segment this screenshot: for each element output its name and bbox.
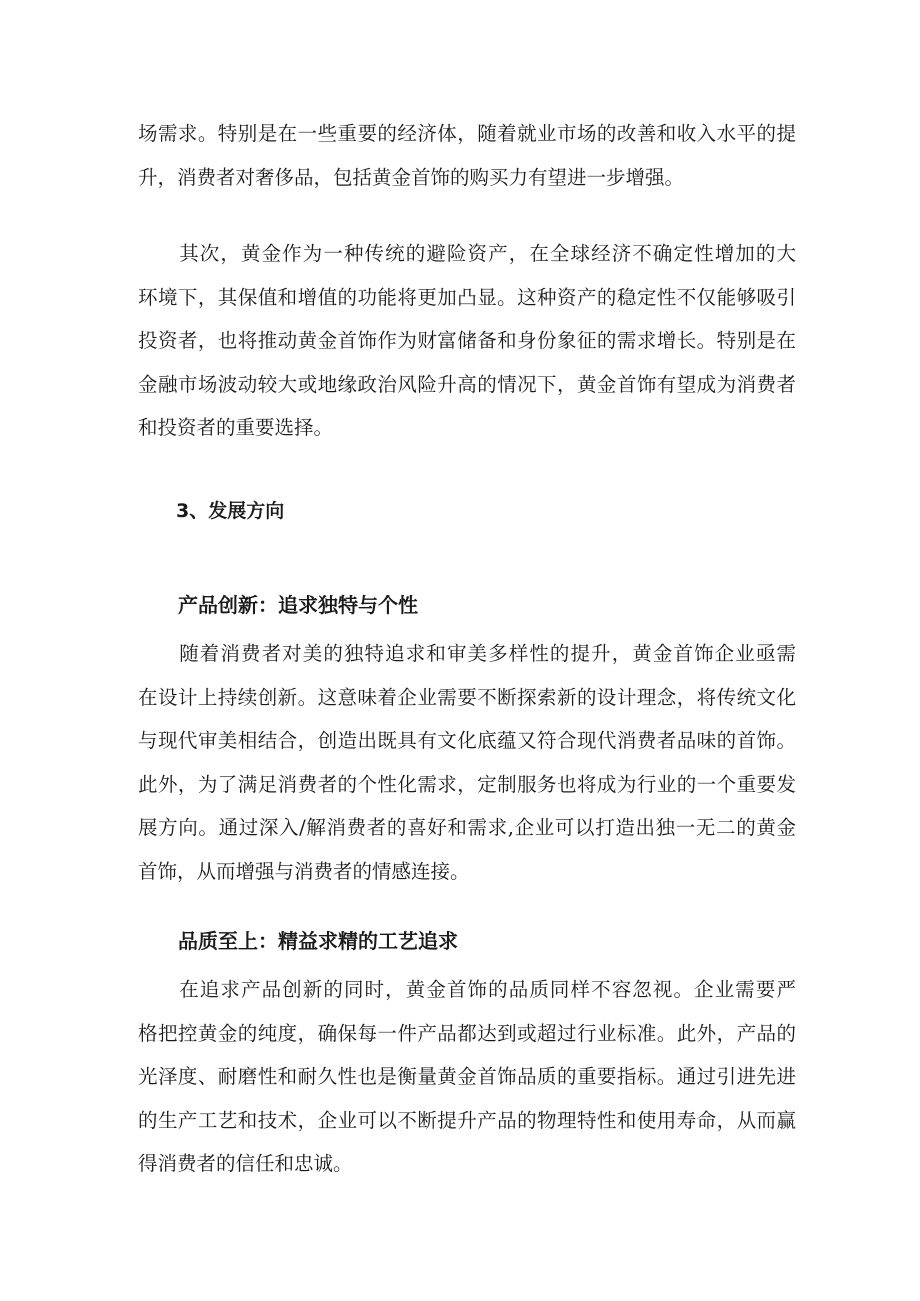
text-line: 格把控黄金的纯度，确保每一件产品都达到或超过行业标准。此外，产品的 (138, 1021, 796, 1045)
text-line: 的生产工艺和技术，企业可以不断提升产品的物理特性和使用寿命，从而赢 (138, 1108, 796, 1132)
paragraph-consumer-demand (138, 112, 796, 199)
paragraph-product-innovation (138, 632, 796, 893)
paragraph-quality-first (138, 968, 796, 1186)
text-line: 与现代审美相结合，创造出既具有文化底蕴又符合现代消费者品味的首饰。 (138, 729, 796, 752)
section-heading: 3、发展方向 (138, 500, 285, 522)
text-line: 随着消费者对美的独特追求和审美多样性的提升，黄金首饰企业亟需 (138, 642, 796, 665)
text-line: 其次，黄金作为一种传统的避险资产，在全球经济不确定性增加的大 (138, 242, 796, 265)
text-line: 首饰，从而增强与消费者的情感连接。 (138, 859, 470, 883)
text-line: 此外，为了满足消费者的个性化需求，定制服务也将成为行业的一个重要发 (138, 772, 796, 796)
text-line: 光泽度、耐磨性和耐久性也是衡量黄金首饰品质的重要指标。通过引进先进 (138, 1065, 796, 1088)
text-line: 场需求。特别是在一些重要的经济体，随着就业市场的改善和收入水平的提 (138, 122, 796, 145)
text-line: 投资者，也将推动黄金首饰作为财富储备和身份象征的需求增长。特别是在 (138, 329, 796, 352)
text-line: 在设计上持续创新。这意味着企业需要不断探索新的设计理念，将传统文化 (138, 685, 796, 709)
subheading-quality-first: 品质至上：精益求精的工艺追求 (138, 929, 458, 953)
text-line: 和投资者的重要选择。 (138, 416, 334, 439)
text-line: 在追求产品创新的同时，黄金首饰的品质同样不容忽视。企业需要严 (138, 978, 796, 1001)
subheading-product-innovation: 产品创新：追求独特与个性 (138, 593, 418, 617)
text-line: 升，消费者对奢侈品，包括黄金首饰的购买力有望进一步增强。 (138, 165, 685, 189)
paragraph-safe-haven (138, 232, 796, 450)
text-line: 得消费者的信任和忠诚。 (138, 1152, 353, 1175)
text-line: 金融市场波动较大或地缘政治风险升高的情况下，黄金首饰有望成为消费者 (138, 372, 796, 396)
text-line: 环境下，其保值和增值的功能将更加凸显。这种资产的稳定性不仅能够吸引 (138, 285, 796, 309)
text-line: 展方向。通过深入/解消费者的喜好和需求,企业可以打造出独一无二的黄金 (138, 816, 796, 839)
